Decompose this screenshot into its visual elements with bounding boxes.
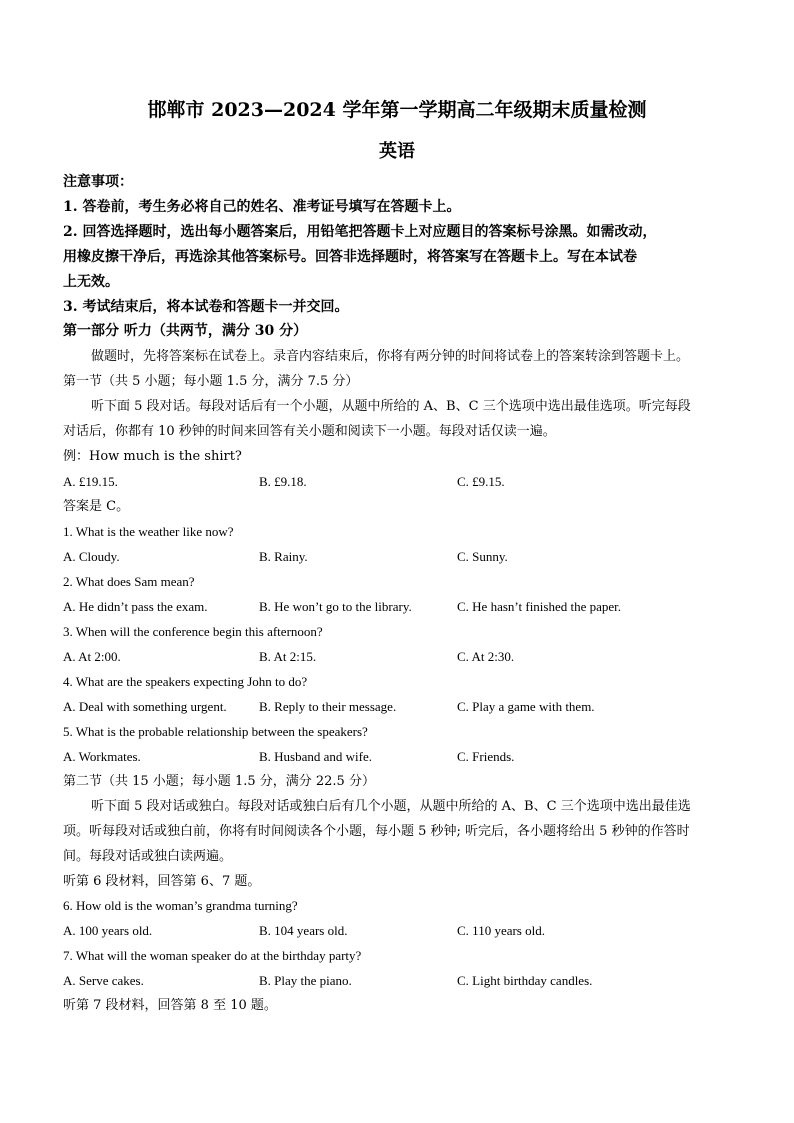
- option-3b: B. At 2:15.: [259, 649, 317, 664]
- material-7-instruction: 听第 7 段材料，回答第 8 至 10 题。: [63, 998, 277, 1013]
- option-5b: B. Husband and wife.: [259, 749, 373, 764]
- example-option-b: B. £9.18.: [259, 474, 307, 489]
- section2-intro: 间。每段对话或独白读两遍。: [63, 849, 233, 864]
- question-2: 2. What does Sam mean?: [63, 574, 195, 589]
- section2-heading: 第二节（共 15 小题；每小题 1.5 分，满分 22.5 分）: [63, 774, 375, 789]
- option-1b: B. Rainy.: [259, 549, 308, 564]
- option-1a: A. Cloudy.: [63, 549, 120, 564]
- option-7a: A. Serve cakes.: [63, 973, 144, 988]
- notice-item: 3. 考试结束后，将本试卷和答题卡一并交回。: [63, 299, 349, 315]
- option-3c: C. At 2:30.: [457, 649, 515, 664]
- example-option-a: A. £19.15.: [63, 474, 118, 489]
- section2-intro: 项。听每段对话或独白前，你将有时间阅读各个小题，每小题 5 秒钟; 听完后，各小题将给出 5 秒钟的作答时: [63, 824, 690, 839]
- exam-title: 邯郸市 2023—2024 学年第一学期高二年级期末质量检测: [147, 99, 647, 121]
- material-6-instruction: 听第 6 段材料，回答第 6、7 题。: [63, 874, 261, 889]
- section1-intro: 对话后，你都有 10 秒钟的时间来回答有关小题和阅读下一小题。每段对话仅读一遍。: [63, 424, 556, 439]
- exam-subject: 英语: [379, 141, 415, 162]
- question-3: 3. When will the conference begin this afternoon?: [63, 624, 323, 639]
- example-question: 例：How much is the shirt?: [63, 449, 242, 464]
- notice-item: 1. 答卷前，考生务必将自己的姓名、准考证号填写在答题卡上。: [63, 199, 461, 215]
- option-2b: B. He won’t go to the library.: [259, 599, 412, 614]
- example-answer: 答案是 C。: [63, 499, 130, 514]
- option-4a: A. Deal with something urgent.: [63, 699, 227, 714]
- option-4b: B. Reply to their message.: [259, 699, 397, 714]
- question-7: 7. What will the woman speaker do at the birthday party?: [63, 948, 362, 963]
- option-5a: A. Workmates.: [63, 749, 141, 764]
- option-1c: C. Sunny.: [457, 549, 508, 564]
- option-3a: A. At 2:00.: [63, 649, 121, 664]
- option-7b: B. Play the piano.: [259, 973, 352, 988]
- question-6: 6. How old is the woman’s grandma turning?: [63, 898, 298, 913]
- section1-intro: 听下面 5 段对话。每段对话后有一个小题，从题中所给的 A、B、C 三个选项中选出最佳选项。听完每段: [91, 399, 691, 414]
- option-5c: C. Friends.: [457, 749, 515, 764]
- option-7c: C. Light birthday candles.: [457, 973, 593, 988]
- part1-heading: 第一部分 听力（共两节，满分 30 分）: [63, 323, 308, 339]
- part1-intro: 做题时，先将答案标在试卷上。录音内容结束后，你将有两分钟的时间将试卷上的答案转涂到答题卡上。: [91, 349, 690, 364]
- notice-item: 上无效。: [63, 274, 119, 290]
- section2-intro: 听下面 5 段对话或独白。每段对话或独白后有几个小题，从题中所给的 A、B、C 三个选项中选出最佳选: [91, 799, 691, 814]
- notice-heading: 注意事项：: [63, 174, 133, 190]
- question-5: 5. What is the probable relationship between the speakers?: [63, 724, 368, 739]
- option-2a: A. He didn’t pass the exam.: [63, 599, 208, 614]
- question-1: 1. What is the weather like now?: [63, 524, 234, 539]
- section1-heading: 第一节（共 5 小题；每小题 1.5 分，满分 7.5 分）: [63, 374, 359, 389]
- option-4c: C. Play a game with them.: [457, 699, 595, 714]
- option-6b: B. 104 years old.: [259, 923, 348, 938]
- option-6c: C. 110 years old.: [457, 923, 545, 938]
- notice-item: 用橡皮擦干净后，再选涂其他答案标号。回答非选择题时，将答案写在答题卡上。写在本试卷: [63, 249, 637, 265]
- example-option-c: C. £9.15.: [457, 474, 505, 489]
- notice-item: 2. 回答选择题时，选出每小题答案后，用铅笔把答题卡上对应题目的答案标号涂黑。如需改动，: [63, 224, 657, 240]
- option-2c: C. He hasn’t finished the paper.: [457, 599, 622, 614]
- option-6a: A. 100 years old.: [63, 923, 153, 938]
- question-4: 4. What are the speakers expecting John to do?: [63, 674, 308, 689]
